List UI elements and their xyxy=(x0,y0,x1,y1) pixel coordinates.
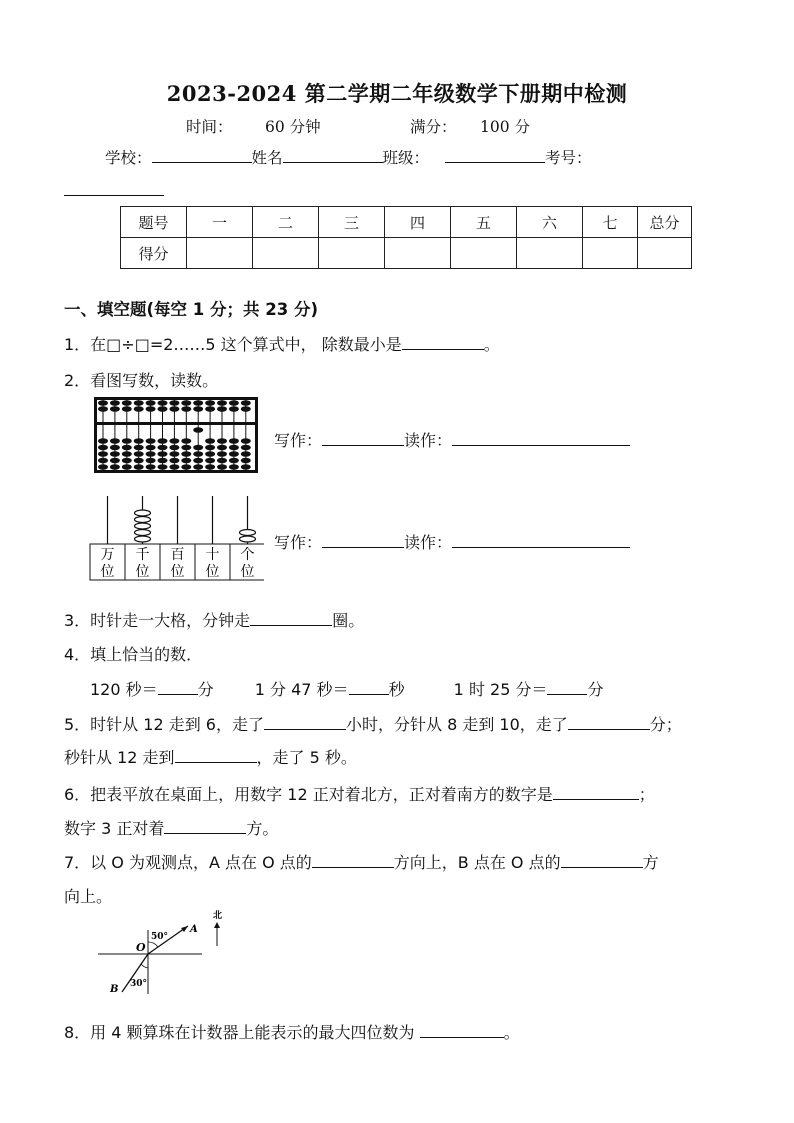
table-header-cell: 二 xyxy=(253,207,319,238)
abacus-bead xyxy=(134,458,144,464)
question-8: 8．用 4 颗算珠在计数器上能表示的最大四位数为 。 xyxy=(64,1023,520,1042)
abacus-bead xyxy=(229,400,239,406)
time-value: 60 分钟 xyxy=(265,118,321,136)
abacus-bead xyxy=(98,451,108,457)
abacus-bead xyxy=(110,451,120,457)
section-heading: 一、填空题(每空 1 分；共 23 分) xyxy=(64,300,319,319)
score-cell[interactable] xyxy=(583,238,638,269)
full-score-label: 满分： xyxy=(410,118,457,136)
point-o-label: O xyxy=(136,941,146,954)
table-row-label: 得分 xyxy=(121,238,187,269)
abacus-bead xyxy=(181,406,191,412)
score-table xyxy=(120,206,692,269)
table-header-cell: 一 xyxy=(187,207,253,238)
abacus-bead xyxy=(169,400,179,406)
abacus-bead xyxy=(169,406,179,412)
score-cell[interactable] xyxy=(253,238,319,269)
score-cell[interactable] xyxy=(451,238,517,269)
abacus-bead xyxy=(229,406,239,412)
abacus-bead xyxy=(158,400,168,406)
abacus-bead xyxy=(229,464,239,470)
abacus-bead xyxy=(169,464,179,470)
question-7-line2: 向上。 xyxy=(64,887,113,906)
abacus-bead xyxy=(134,451,144,457)
school-field[interactable] xyxy=(152,147,252,163)
abacus-bead xyxy=(110,458,120,464)
answer-blank[interactable] xyxy=(402,334,484,350)
point-a-label: A xyxy=(190,924,198,935)
abacus-bead xyxy=(158,406,168,412)
abacus-bead xyxy=(241,400,251,406)
place-label: 万 xyxy=(100,547,115,563)
question-2b-answer: 写作： 读作： xyxy=(64,530,630,553)
answer-blank[interactable] xyxy=(312,852,394,868)
abacus-bead xyxy=(205,458,215,464)
score-cell[interactable] xyxy=(638,238,692,269)
table-header-cell: 六 xyxy=(517,207,583,238)
place-label: 百 xyxy=(170,547,185,563)
page-title: 2023-2024 第二学期二年级数学下册期中检测 xyxy=(166,81,628,106)
abacus-bead xyxy=(193,464,203,470)
table-header-cell: 题号 xyxy=(121,207,187,238)
abacus-bead xyxy=(217,458,227,464)
answer-blank[interactable] xyxy=(452,532,630,548)
abacus-bead xyxy=(98,406,108,412)
abacus-bead xyxy=(98,400,108,406)
abacus-bead xyxy=(217,400,227,406)
school-label: 学校： xyxy=(105,149,152,167)
abacus-bead xyxy=(229,451,239,457)
question-5: 5．时针从 12 走到 6，走了 小时，分针从 8 走到 10，走了 分； xyxy=(64,715,682,734)
table-row xyxy=(121,207,692,238)
score-cell[interactable] xyxy=(517,238,583,269)
abacus-bead xyxy=(193,451,203,457)
exam-no-label: 考号： xyxy=(545,149,592,167)
table-header-cell: 五 xyxy=(451,207,517,238)
name-field[interactable] xyxy=(283,147,383,163)
abacus-bead xyxy=(193,406,203,412)
class-field[interactable] xyxy=(445,147,545,163)
point-b-label: B xyxy=(110,984,119,995)
abacus-bead xyxy=(169,451,179,457)
question-7: 7．以 O 为观测点，A 点在 O 点的 方向上，B 点在 O 点的 方 xyxy=(64,853,659,872)
answer-blank[interactable] xyxy=(553,784,639,800)
abacus-bead xyxy=(110,464,120,470)
abacus-bead xyxy=(98,458,108,464)
question-6: 6．把表平放在桌面上，用数字 12 正对着北方，正对着南方的数字是 ； xyxy=(64,785,655,804)
abacus-bead xyxy=(122,458,132,464)
abacus-bead xyxy=(217,451,227,457)
name-label: 姓名 xyxy=(251,149,283,167)
abacus-bead xyxy=(134,464,144,470)
north-label: 北 xyxy=(213,911,223,921)
answer-blank[interactable] xyxy=(264,714,346,730)
answer-blank[interactable] xyxy=(452,430,630,446)
place-suffix-label: 位 xyxy=(170,564,185,580)
score-cell[interactable] xyxy=(187,238,253,269)
counter-bead xyxy=(135,517,151,523)
place-suffix-label: 位 xyxy=(240,564,255,580)
abacus-bead xyxy=(146,464,156,470)
abacus-bead xyxy=(229,458,239,464)
class-label: 班级： xyxy=(382,149,430,167)
abacus-bead xyxy=(181,451,191,457)
abacus-bead xyxy=(181,400,191,406)
question-3: 3．时针走一大格，分钟走 圈。 xyxy=(64,611,365,630)
abacus-bead xyxy=(241,464,251,470)
abacus-bead xyxy=(158,458,168,464)
place-suffix-label: 位 xyxy=(135,564,150,580)
question-6-line2: 数字 3 正对着 方。 xyxy=(64,819,279,838)
abacus-bead xyxy=(134,400,144,406)
counter-bead xyxy=(135,523,151,529)
table-header-cell: 七 xyxy=(583,207,638,238)
abacus-bead xyxy=(158,464,168,470)
question-4: 4．填上恰当的数． xyxy=(64,645,203,664)
direction-diagram xyxy=(92,906,242,998)
abacus-bead xyxy=(205,451,215,457)
abacus-bead xyxy=(146,451,156,457)
abacus-bead xyxy=(122,464,132,470)
abacus-bead xyxy=(217,464,227,470)
abacus-bead xyxy=(98,464,108,470)
table-row xyxy=(121,238,692,269)
score-cell[interactable] xyxy=(319,238,385,269)
question-2a-answer: 写作： 读作： xyxy=(64,428,630,451)
abacus-bead xyxy=(205,464,215,470)
abacus-bead xyxy=(134,406,144,412)
question-2: 2．看图写数，读数。 xyxy=(64,371,219,390)
abacus-bead xyxy=(110,406,120,412)
place-label: 千 xyxy=(135,547,150,563)
answer-blank[interactable] xyxy=(547,679,587,695)
abacus-bead xyxy=(146,458,156,464)
abacus-bead xyxy=(205,406,215,412)
answer-blank[interactable] xyxy=(250,610,332,626)
table-header-cell: 三 xyxy=(319,207,385,238)
table-header-cell: 总分 xyxy=(638,207,692,238)
score-cell[interactable] xyxy=(385,238,451,269)
abacus-bead xyxy=(169,458,179,464)
answer-blank[interactable] xyxy=(158,679,198,695)
abacus-bead xyxy=(205,400,215,406)
time-label: 时间： xyxy=(186,118,233,136)
abacus-bead xyxy=(181,458,191,464)
abacus-bead xyxy=(193,458,203,464)
exam-no-field[interactable] xyxy=(64,195,164,196)
place-label: 十 xyxy=(205,547,220,563)
full-score-value: 100 分 xyxy=(480,118,531,136)
abacus-bead xyxy=(146,400,156,406)
abacus-bead xyxy=(181,464,191,470)
answer-blank[interactable] xyxy=(420,1022,504,1038)
abacus-bead xyxy=(241,458,251,464)
angle-a-label: 50° xyxy=(151,932,169,942)
abacus-bead xyxy=(122,451,132,457)
place-label: 个 xyxy=(240,547,255,563)
abacus-bead xyxy=(158,451,168,457)
place-suffix-label: 位 xyxy=(205,564,220,580)
answer-blank[interactable] xyxy=(322,532,404,548)
angle-b-label: 30° xyxy=(130,979,148,989)
question-4-items: 120 秒＝ 分 1 分 47 秒＝ 秒 1 时 25 分＝ 分 xyxy=(90,680,604,699)
abacus-bead xyxy=(122,400,132,406)
counter-bead xyxy=(135,510,151,516)
answer-blank[interactable] xyxy=(349,679,389,695)
abacus-bead xyxy=(193,400,203,406)
question-1: 1．在□÷□=2……5 这个算式中， 除数最小是 。 xyxy=(64,335,500,354)
arrow-a-icon xyxy=(181,926,188,932)
abacus-bead xyxy=(110,400,120,406)
question-5-line2: 秒针从 12 走到 ，走了 5 秒。 xyxy=(64,748,357,767)
abacus-bead xyxy=(217,406,227,412)
answer-blank[interactable] xyxy=(175,747,257,763)
place-suffix-label: 位 xyxy=(100,564,115,580)
answer-blank[interactable] xyxy=(322,430,404,446)
answer-blank[interactable] xyxy=(561,852,643,868)
answer-blank[interactable] xyxy=(164,818,246,834)
answer-blank[interactable] xyxy=(568,714,650,730)
student-info-row xyxy=(105,146,592,168)
abacus-bead xyxy=(241,451,251,457)
abacus-bead xyxy=(146,406,156,412)
abacus-bead xyxy=(122,406,132,412)
abacus-bead xyxy=(241,406,251,412)
table-header-cell: 四 xyxy=(385,207,451,238)
